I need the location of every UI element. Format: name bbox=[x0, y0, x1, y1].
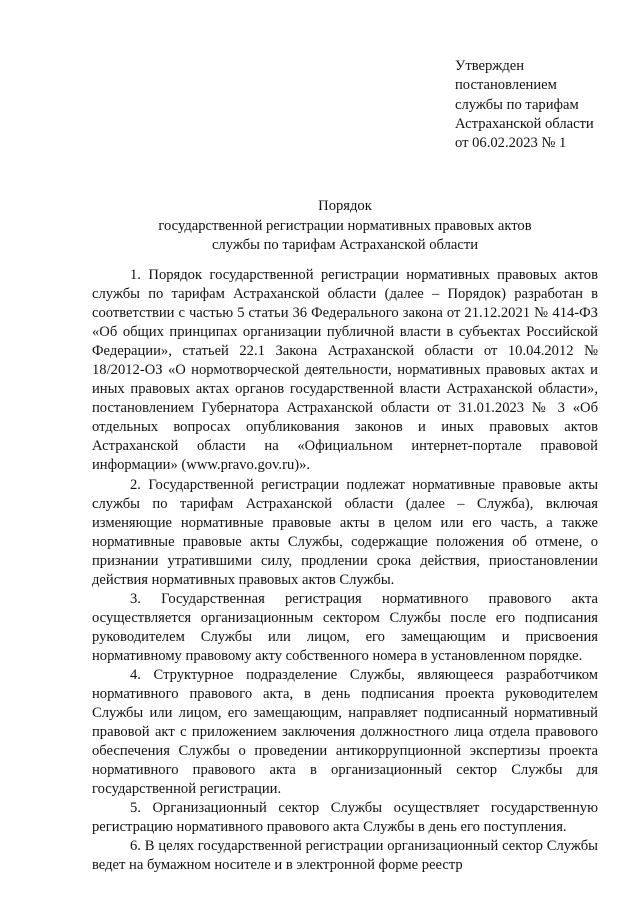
paragraph: 6. В целях государственной регистрации организационный сектор Службы ведет на бумажном носителе и в электронной форме реестр bbox=[92, 838, 598, 874]
document-body bbox=[92, 266, 598, 876]
paragraph: 5. Организационный сектор Службы осуществляет государственную регистрацию нормативного правового акта Службы в день его поступления. bbox=[92, 800, 598, 836]
document-title bbox=[92, 197, 598, 256]
paragraph: 1. Порядок государственной регистрации нормативных правовых актов службы по тарифам Астраханской области (далее – Порядок) разработан в соответствии с частью 5 статьи 36 Федерального закона от 21.12.2021 № 414-ФЗ «Об общих принципах организации публичной власти в субъектах Российской Федерации», статьей 22.1 Закона Астраханской области от 10.04.2012 № 18/2012-ОЗ «О нормотворческой деятельности, нормативных правовых актах и иных правовых актах органов государственной власти Астраханской области», постановлением Губернатора Астраханской области от 31.01.2023 № 3 «Об отдельных вопросах опубликования законов и иных правовых актов Астраханской области на «Официальном интернет-портале правовой информации» (www.pravo.gov.ru)». bbox=[92, 267, 598, 474]
approval-line: постановлением bbox=[455, 77, 557, 94]
approval-stamp bbox=[455, 57, 625, 153]
approval-line: от 06.02.2023 № 1 bbox=[455, 135, 567, 152]
approval-line: службы по тарифам bbox=[455, 96, 579, 113]
approval-line: Утвержден bbox=[455, 58, 525, 74]
approval-line: Астраханской области bbox=[455, 115, 594, 132]
title-line: государственной регистрации нормативных правовых актов bbox=[158, 217, 532, 234]
paragraph: 2. Государственной регистрации подлежат нормативные правовые акты службы по тарифам Астраханской области (далее – Служба), включая изменяющие нормативные правовые акты в целом или его часть, а также нормативные правовые акты Службы, содержащие положения об отмене, о признании утратившими силу, продлении срока действия, приостановлении действия нормативных правовых актов Службы. bbox=[92, 476, 598, 588]
paragraph: 3. Государственная регистрация нормативного правового акта осуществляется организационным сектором Службы после его подписания руководителем Службы или лицом, его замещающим и присвоения нормативному правовому акту собственного номера в установленном порядке. bbox=[92, 590, 598, 664]
paragraph: 4. Структурное подразделение Службы, являющееся разработчиком нормативного правового акта, в день подписания проекта руководителем Службы или лицом, его замещающим, направляет подписанный нормативный правовой акт с приложением заключения должностного лица отдела правового обеспечения Службы о проведении антикоррупционной экспертизы проекта нормативного правового акта в организационный сектор Службы для государственной регистрации. bbox=[92, 666, 598, 798]
title-line: службы по тарифам Астраханской области bbox=[211, 237, 479, 254]
title-line: Порядок bbox=[318, 198, 372, 214]
